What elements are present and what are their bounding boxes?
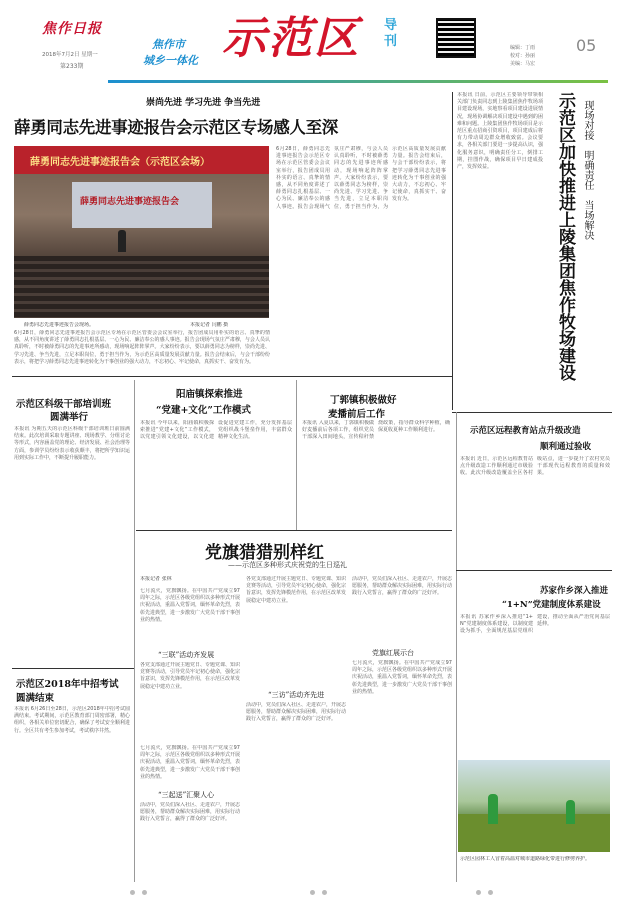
side-story-2-body: 本报讯 苏家作乡深入推进“1+N”党建制度体系建设，以制度建设为抓手，全面规范基层党组织建设，推动全面从严治党向基层延伸。	[460, 614, 610, 635]
right-story-deck-1: 现场对接	[582, 100, 593, 140]
section-rule	[136, 530, 452, 531]
right-story-body: 本报讯 日前，示范区主要领导带领相关部门负责同志到上陵集团焦作牧场项目建设现场，实地察看项目建设进展情况，现场协调解决项目建设中遇到的困难和问题。上陵集团焦作牧场项目是示范区重点招商引资项目，项目建成后将有力带动周边群众增收致富。会议要求，各相关部门要进一步提高认识，强化服务意识，明确责任分工，倒排工期，挂图作战，确保项目早日建成投产，发挥效益。	[457, 92, 543, 171]
right-story-deck-3: 当场解决	[582, 200, 593, 240]
col-story-1-body: 本报讯 为期五天的示范区科级干部培训班日前圆满结束。此次培训采取专题讲座、现场教学、分组讨论等形式，内容涵盖党的理论、经济发展、社会治理等方面，参训学员纷纷表示收获颇丰，将把所学知识运用到实际工作中，不断提升履职能力。	[14, 426, 130, 461]
page-dot	[130, 890, 135, 895]
slogan-city: 焦作市	[152, 38, 185, 51]
brand-title: 示范区	[222, 13, 360, 64]
feature-body: 各党支部通过开展主题党日、专题党课、知识竞赛等活动，引导党员牢记初心使命，强化宗旨意识，发挥先锋模范作用，在示范区改革发展稳定中建功立业。	[246, 576, 346, 604]
col-story-2-title: 阳庙镇探索推进	[176, 389, 243, 400]
feature-byline: 本报记者 张林	[140, 576, 172, 582]
feature-headline: 党旗猎猎别样红	[205, 543, 324, 563]
col-story-3-body: 本报讯 入夏以来，丁郭镇积极做好麦播前后各项工作，组织党员干部深入田间地头，宣传秸秆禁烧政策，指导群众科学种植，确保夏收夏种工作顺利进行。	[302, 420, 450, 441]
side-story-2-title: “1+N”党建制度体系建设	[502, 600, 601, 610]
page-dot	[142, 890, 147, 895]
worker-figure	[488, 794, 498, 824]
hedge	[458, 814, 610, 852]
col-story-1-title: 圆满举行	[50, 412, 89, 423]
feature-body: 七月流火，党旗飘扬。在中国共产党成立97周年之际，示范区各级党组织以多种形式开展庆祝活动，重温入党誓词，缅怀革命先烈，表彰先进典型，进一步激发广大党员干部干事创业的热情。	[140, 745, 240, 780]
col-story-1-title: 示范区科级干部培训班	[16, 399, 112, 410]
section-rule	[452, 412, 612, 413]
feature-subhead-3: 党旗红展示台	[372, 649, 414, 657]
screen-title: 薛勇同志先进事迹报告会	[80, 197, 180, 207]
editor-line: 校对：孙丽	[510, 53, 536, 59]
qr-code-icon	[436, 18, 476, 58]
page-number: 05	[576, 36, 597, 55]
editor-line: 编辑：丁雨	[510, 45, 536, 51]
issue-number: 第233期	[60, 63, 84, 70]
feature-body: 活动中，党员们深入社区、走进农户，开展志愿服务，帮助群众解决实际困难，用实际行动践行入党誓言，赢得了群众的广泛好评。	[352, 576, 452, 597]
feature-body: 各党支部通过开展主题党日、专题党课、知识竞赛等活动，引导党员牢记初心使命，强化宗旨意识，发挥先锋模范作用，在示范区改革发展稳定中建功立业。	[140, 662, 240, 690]
brand-subtitle: 导刊	[384, 18, 398, 49]
page-dot	[310, 890, 315, 895]
editor-credits	[510, 44, 535, 68]
masthead	[0, 0, 618, 86]
bottom-photo	[458, 760, 610, 852]
lead-body-right: 6月28日，薛勇同志先进事迹报告会示范区专场在示范区管委会会议室举行，报告团成员用朴实的语言、真挚的情感，从不同角度讲述了薛勇同志扎根基层、一心为民、廉洁奉公的感人事迹。报告会现场气氛庄严肃穆，与会人员认真聆听，不时被薛勇同志的先进事迹所感动，现场响起阵阵掌声。大家纷纷表示，要以薛勇同志为榜样，崇尚先进、学习先进、争当先进，立足本职岗位，勇于担当作为，为示范区高质量发展贡献力量。报告会结束后，与会干部纷纷表示，将把学习薛勇同志先进事迹转化为干事创业的强大动力，不忘初心、牢记使命，真抓实干、奋发有为。	[276, 146, 446, 210]
feature-body: 七月流火，党旗飘扬。在中国共产党成立97周年之际，示范区各级党组织以多种形式开展庆祝活动，重温入党誓词，缅怀革命先烈，表彰先进典型，进一步激发广大党员干部干事创业的热情。	[140, 588, 240, 623]
slogan-integration: 城乡一体化	[143, 54, 198, 67]
right-column-rule	[452, 92, 453, 410]
col-story-2-body: 本报讯 今年以来，阳庙镇积极探索推进“党建+文化”工作模式，以党建引领文化建设，以文化建设促进党建工作，充分发挥基层党组织战斗堡垒作用，丰富群众精神文化生活。	[140, 420, 292, 441]
worker-figure	[566, 800, 575, 824]
audience-rows	[14, 256, 269, 318]
feature-body: 活动中，党员们深入社区、走进农户，开展志愿服务，帮助群众解决实际困难，用实际行动践行入党誓言，赢得了群众的广泛好评。	[246, 702, 346, 723]
page-dot	[488, 890, 493, 895]
column-rule	[296, 380, 297, 530]
lead-photo-caption: 薛勇同志先进事迹报告会现场。	[24, 322, 95, 328]
side-story-1-title: 顺利通过验收	[540, 442, 592, 452]
feature-subhead-2: “三访”活动齐先进	[268, 691, 325, 699]
right-story-deck-2: 明确责任	[582, 150, 593, 190]
lead-headline: 薛勇同志先进事迹报告会示范区专场感人至深	[14, 118, 339, 137]
col-story-2-title: “党建+文化”工作模式	[156, 405, 251, 416]
side-story-2-title: 苏家作乡深入推进	[540, 586, 609, 596]
left-bottom-title: 圆满结束	[16, 693, 55, 704]
col-story-3-title: 丁郭镇积极做好	[330, 395, 397, 406]
lead-byline: 本报记者 闫鹏 摄	[190, 322, 229, 328]
photo-banner-text: 薛勇同志先进事迹报告会（示范区会场）	[30, 157, 210, 168]
feature-subhead-4: “三起送”汇聚人心	[158, 791, 215, 799]
page-dot	[322, 890, 327, 895]
right-story-headline: 示范区加快推进上陵集团焦作牧场建设	[555, 92, 575, 381]
feature-subhead: ——示范区多种形式庆祝党的生日巡礼	[228, 561, 347, 569]
side-story-1-body: 本报讯 近日，示范区远程教育站点升级改造工作顺利通过市级验收。此次升级改造覆盖全区各村级站点，进一步提升了农村党员干部现代远程教育的质量和效果。	[460, 456, 610, 477]
bottom-photo-caption: 示范区园林工人冒着高温对城市道路绿化带进行修剪养护。	[460, 856, 591, 862]
column-rule	[134, 380, 135, 530]
lead-body-left: 6月28日，薛勇同志先进事迹报告会示范区专场在示范区管委会会议室举行，报告团成员用朴实的语言、真挚的情感，从不同角度讲述了薛勇同志扎根基层、一心为民、廉洁奉公的感人事迹。报告会现场气氛庄严肃穆，与会人员认真聆听，不时被薛勇同志的先进事迹所感动，现场响起阵阵掌声。大家纷纷表示，要以薛勇同志为榜样，崇尚先进、学习先进、争当先进，立足本职岗位，勇于担当作为，为示范区高质量发展贡献力量。报告会结束后，与会干部纷纷表示，将把学习薛勇同志先进事迹转化为干事创业的强大动力，不忘初心、牢记使命，真抓实干、奋发有为。	[14, 330, 270, 365]
speaker-figure	[118, 230, 126, 252]
column-rule	[134, 530, 135, 882]
col-story-3-title: 麦播前后工作	[328, 409, 386, 420]
paper-logo: 焦作日报	[42, 21, 102, 37]
section-rule	[12, 376, 452, 377]
date-line: 2018年7月2日 星期一	[42, 52, 98, 58]
lead-photo	[14, 146, 269, 318]
masthead-accent-bar	[108, 80, 608, 83]
feature-body: 七月流火，党旗飘扬。在中国共产党成立97周年之际，示范区各级党组织以多种形式开展庆祝活动，重温入党誓词，缅怀革命先烈，表彰先进典型，进一步激发广大党员干部干事创业的热情。	[352, 660, 452, 695]
feature-subhead-1: “三联”活动齐发展	[158, 651, 215, 659]
left-bottom-title: 示范区2018年中招考试	[16, 679, 119, 690]
section-rule	[456, 570, 612, 571]
left-bottom-body: 本报讯 6月26日至28日，示范区2018年中招考试圆满结束。考试期间，示范区教育部门周密部署，精心组织，各相关单位密切配合，确保了考试安全顺利进行。全区共有考生参加考试，考试秩序井然。	[14, 706, 130, 734]
editor-line: 美编：马宏	[510, 61, 536, 67]
feature-body: 活动中，党员们深入社区、走进农户，开展志愿服务，帮助群众解决实际困难，用实际行动践行入党誓言，赢得了群众的广泛好评。	[140, 802, 240, 823]
side-story-1-title: 示范区远程教育站点升级改造	[470, 426, 581, 436]
section-rule	[12, 668, 134, 669]
lead-kicker: 崇尚先进 学习先进 争当先进	[146, 98, 261, 108]
page-dot	[476, 890, 481, 895]
column-rule	[456, 412, 457, 882]
